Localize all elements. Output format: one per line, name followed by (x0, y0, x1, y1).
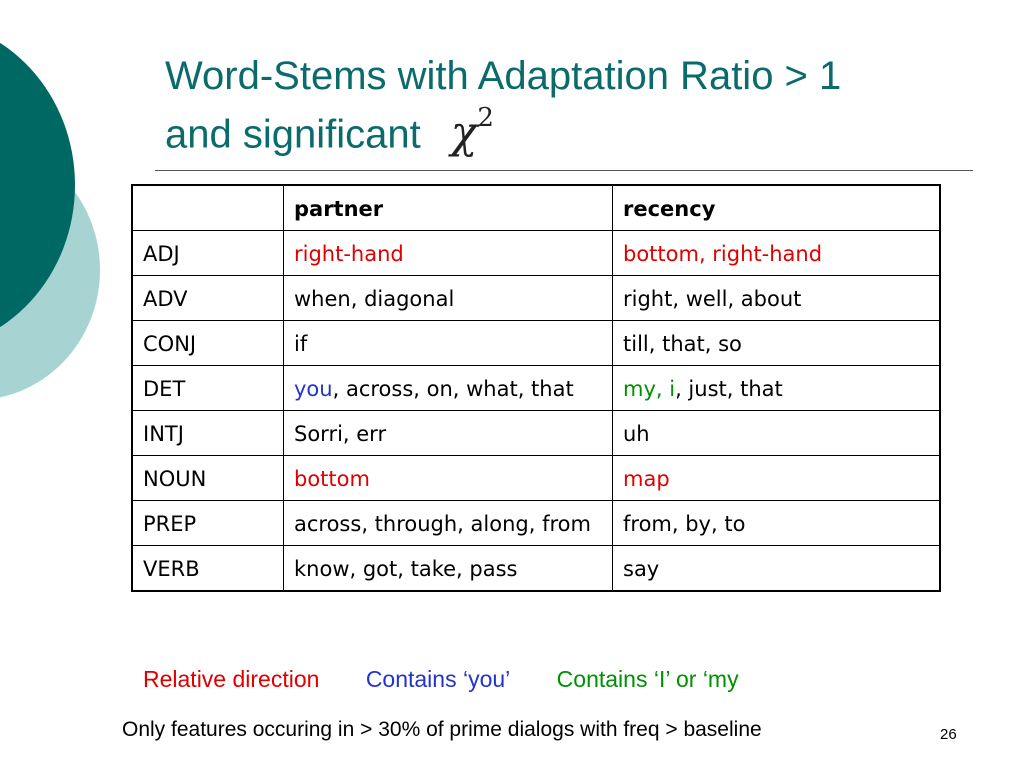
title-line-1: Word-Stems with Adaptation Ratio > 1 (165, 54, 842, 98)
table-body (132, 231, 940, 592)
cell-text-segment: know, got, take, pass (294, 557, 518, 581)
chi-symbol: χ (450, 107, 478, 159)
cell-recency (613, 366, 941, 411)
legend-contains-i-or-my: Contains ‘I’ or ‘my (556, 666, 739, 692)
legend-relative-direction: Relative direction (143, 666, 320, 692)
cell-pos: DET (132, 366, 284, 411)
cell-text-segment: map (623, 467, 670, 491)
header-pos (132, 185, 284, 231)
cell-partner (284, 546, 613, 592)
chi-squared-symbol (451, 100, 494, 158)
table-row (132, 276, 940, 321)
cell-partner (284, 321, 613, 366)
cell-partner (284, 411, 613, 456)
cell-text-segment: till, that, so (623, 332, 742, 356)
cell-recency (613, 231, 941, 276)
cell-recency (613, 501, 941, 546)
cell-partner (284, 276, 613, 321)
table-row (132, 231, 940, 276)
cell-text-segment: from, by, to (623, 512, 746, 536)
cell-text-segment: right, well, about (623, 287, 802, 311)
cell-text-segment: when, diagonal (294, 287, 455, 311)
cell-pos: PREP (132, 501, 284, 546)
cell-text-segment: you (294, 377, 333, 401)
header-recency: recency (613, 185, 941, 231)
cell-text-segment: if (294, 332, 308, 356)
cell-partner (284, 366, 613, 411)
cell-pos: INTJ (132, 411, 284, 456)
header-partner: partner (284, 185, 613, 231)
table-row (132, 501, 940, 546)
cell-recency (613, 321, 941, 366)
cell-text-segment: Sorri, err (294, 422, 387, 446)
cell-partner (284, 456, 613, 501)
cell-pos: VERB (132, 546, 284, 592)
table-header-row (132, 185, 940, 231)
chi-superscript: 2 (477, 103, 494, 133)
cell-partner (284, 501, 613, 546)
title-divider (155, 170, 973, 171)
cell-recency (613, 546, 941, 592)
table-row (132, 411, 940, 456)
cell-text-segment: say (623, 557, 660, 581)
table-row (132, 366, 940, 411)
cell-text-segment: across, through, along, from (294, 512, 591, 536)
cell-pos: NOUN (132, 456, 284, 501)
page-number: 26 (940, 726, 957, 743)
cell-text-segment: uh (623, 422, 650, 446)
title-line-2-text: and significant (165, 112, 421, 157)
cell-partner (284, 231, 613, 276)
footnote: Only features occuring in > 30% of prime dialogs with freq > baseline (122, 718, 762, 741)
cell-recency (613, 456, 941, 501)
table-row (132, 456, 940, 501)
cell-pos: ADJ (132, 231, 284, 276)
cell-pos: CONJ (132, 321, 284, 366)
cell-recency (613, 411, 941, 456)
cell-text-segment: my, i (623, 377, 676, 401)
table-row (132, 321, 940, 366)
cell-text-segment: bottom, right-hand (623, 242, 823, 266)
cell-text-segment: , just, that (675, 377, 783, 401)
word-stems-table (131, 184, 941, 592)
table-row (132, 546, 940, 592)
cell-recency (613, 276, 941, 321)
cell-text-segment: right-hand (294, 242, 404, 266)
color-legend (143, 666, 779, 693)
legend-contains-you: Contains ‘you’ (365, 666, 511, 692)
cell-text-segment: , across, on, what, that (332, 377, 574, 401)
cell-text-segment: bottom (294, 467, 370, 491)
slide-title (165, 52, 841, 159)
title-line-2 (165, 100, 841, 159)
cell-pos: ADV (132, 276, 284, 321)
